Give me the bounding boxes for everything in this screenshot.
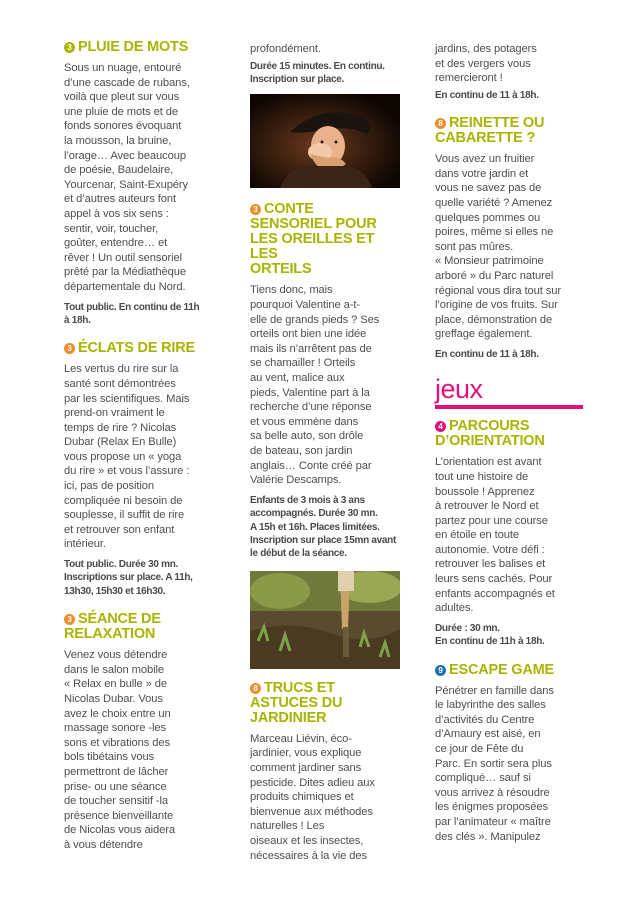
- section-body: Venez vous détendre dans le salon mobile « Relax en bulle » de Nicolas Dubar. Vous avez le choix entre un massage sonore -les sons et vibrations des bols tibétains vous permettront de lâcher prise- ou une séance de toucher sensitif -la présence bienveillante de Nicolas vous aidera à vous détendre: [64, 649, 175, 851]
- gardener-photo: [250, 571, 400, 669]
- section-title: REINETTE OU CABARETTE ?: [435, 115, 545, 147]
- section-title: PARCOURS D’ORIENTATION: [435, 418, 545, 450]
- section-number-badge: 3: [64, 614, 75, 625]
- section-body: L’orientation est avant tout une histoire de boussole ! Apprenez à retrouver le Nord et partez pour une course en étoile en toute autonomie. Votre défi : retrouver les balises et leurs sens cachés. Pour enfants accompagnés et adultes.: [435, 456, 555, 615]
- section-heading-seance-relaxation: [64, 612, 214, 642]
- section-title: CONTE SENSORIEL POUR LES OREILLES ET LES ORTEILS: [250, 201, 377, 278]
- section-title: ÉCLATS DE RIRE: [78, 340, 195, 357]
- section-body: Tiens donc, mais pourquoi Valentine a-t- elle de grands pieds ? Ses orteils ont bien une idée mais ils n’arrêtent pas de se chamailler ! Orteils au vent, malice aux pieds, Valentine part à la recherche d’une réponse et vous emmène dans sa belle auto, son drôle de bateau, son jardin anglais… Conte créé par Valérie Descamps.: [250, 284, 380, 487]
- section-number-badge: 8: [250, 683, 261, 694]
- continued-body: profondément.: [250, 43, 321, 55]
- section-number-badge: 4: [435, 421, 446, 432]
- section-body: Pénétrer en famille dans le labyrinthe des salles d’activités du Centre d’Amaury est aisé, en ce jour de Fête du Parc. En sortir sera plus compliqué… sauf si vous arrivez à résoudre les énigmes proposées par l’animateur « maître des clés ». Manipulez: [435, 684, 554, 843]
- jeux-category-title: jeux: [435, 374, 483, 405]
- section-body: Sous un nuage, entouré d’une cascade de rubans, voilà que pleut sur vous une pluie de mots et de fonds sonores évoquant la mousson, la bruine, l’orage… Avec beaucoup de poésie, Baudelaire, Yourcenar, Saint-Exupéry et d’autres auteurs font appel à vos six sens : sentir, voir, toucher, goûter, entendre… et rêver ! Un outil sensoriel prêté par la Médiathèque départementale du Nord.: [64, 62, 190, 293]
- section-heading-trucs-astuces: [250, 681, 402, 726]
- section-body: Vous avez un fruitier dans votre jardin et vous ne savez pas de quelle variété ? Amenez quelques pommes ou poires, même si elles ne sont pas mûres. « Monsieur patrimoine arboré » du Parc naturel régional vous dira tout sur l’origine de vos fruits. Sur place, démonstration de greffage également.: [435, 153, 562, 341]
- section-title: PLUIE DE MOTS: [78, 39, 189, 55]
- section-title: ESCAPE GAME: [449, 661, 554, 678]
- section-body: Les vertus du rire sur la santé sont démontrées par les scientifiques. Mais prend-on vraiment le temps de rire ? Nicolas Dubar (Relax En Bulle) vous propose un « yoga du rire » et vous l’assure : ici, pas de position compliquée ni besoin de souplesse, il suffit de rire et retrouver son enfant intérieur.: [64, 363, 190, 551]
- section-heading-parcours-orientation: [435, 419, 585, 449]
- section-info: Enfants de 3 mois à 3 ans accompagnés. Durée 30 mn. A 15h et 16h. Places limitées. Inscription sur place 15mn avant le début de la séance.: [250, 494, 397, 560]
- section-number-badge: 3: [64, 343, 75, 354]
- section-info: Tout public. Durée 30 mn. Inscriptions sur place. A 11h, 13h30, 15h30 et 16h30.: [64, 559, 193, 597]
- section-info: En continu de 11 à 18h.: [435, 348, 539, 360]
- column-1: [64, 40, 214, 853]
- section-number-badge: 9: [435, 665, 446, 676]
- section-title: SÉANCE DE RELAXATION: [64, 611, 161, 643]
- column-3: [435, 42, 585, 844]
- section-number-badge: 3: [250, 204, 261, 215]
- storyteller-photo: [250, 94, 400, 188]
- section-heading-escape-game: [435, 663, 585, 678]
- section-info: Durée : 30 mn. En continu de 11h à 18h.: [435, 622, 545, 648]
- continued-info: En continu de 11 à 18h.: [435, 89, 539, 101]
- section-number-badge: 8: [435, 118, 446, 129]
- section-number-badge: 3: [64, 42, 75, 53]
- section-heading-eclats-de-rire: [64, 341, 214, 356]
- section-heading-pluie-de-mots: [64, 40, 214, 55]
- continued-body: jardins, des potagers et des vergers vous remercieront !: [435, 43, 537, 85]
- section-body: Marceau Liévin, éco- jardinier, vous explique comment jardiner sans pesticide. Dites adieu aux produits chimiques et bienvenue aux méthodes naturelles ! Les oiseaux et les insectes, nécessaires à la vie des: [250, 732, 375, 862]
- continued-info: Durée 15 minutes. En continu. Inscription sur place.: [250, 60, 385, 85]
- section-heading-reinette: [435, 116, 585, 146]
- column-2: [250, 42, 402, 863]
- section-heading-conte-sensoriel: [250, 202, 402, 277]
- jeux-divider: [435, 405, 583, 409]
- section-info: Tout public. En continu de 11h à 18h.: [64, 301, 200, 326]
- section-title: TRUCS ET ASTUCES DU JARDINIER: [250, 679, 343, 726]
